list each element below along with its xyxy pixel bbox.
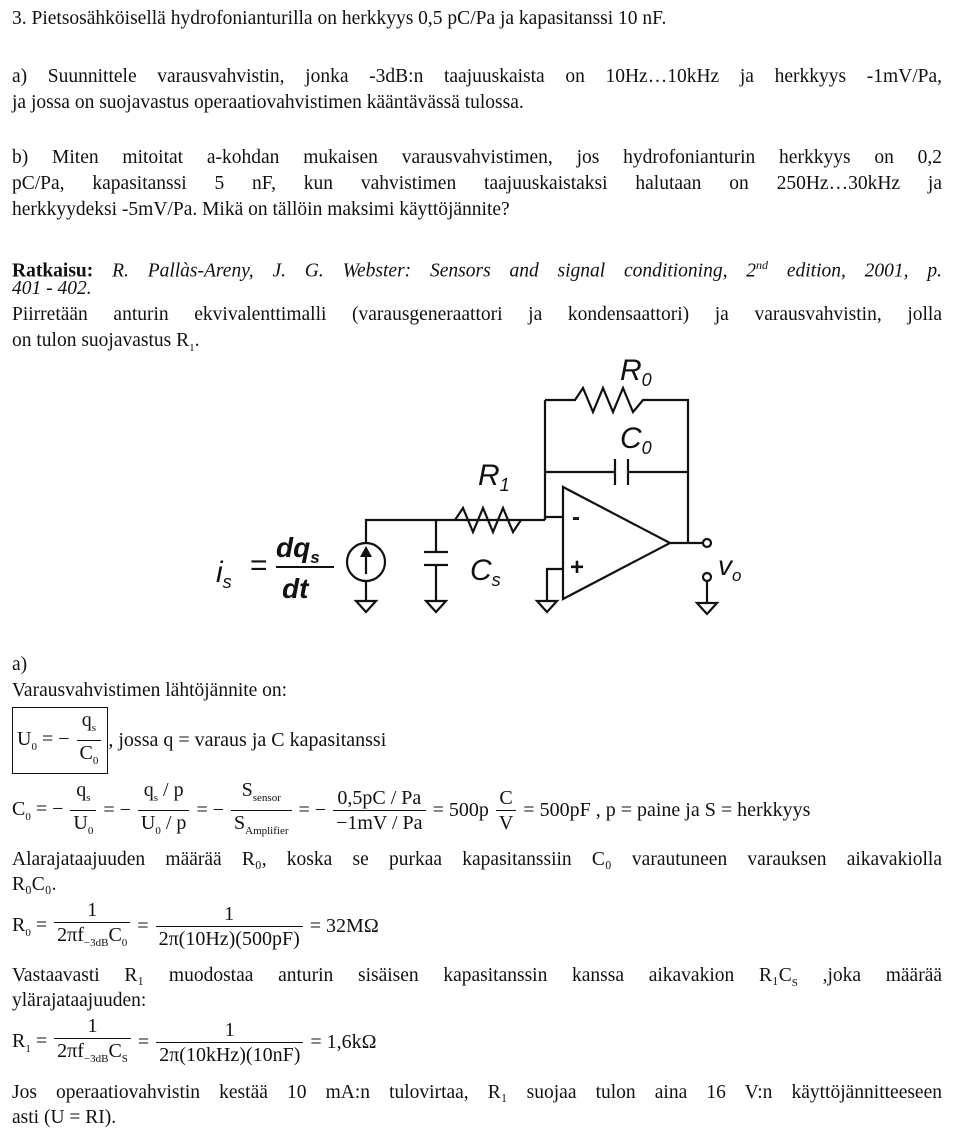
- r1-text-line2: ylärajataajuuden:: [12, 990, 147, 1011]
- charge-amplifier-circuit: [0, 355, 960, 625]
- u0-note: , jossa q = varaus ja C kapasitanssi: [108, 729, 387, 751]
- problem-b-line1: b) Miten mitoitat a-kohdan mukaisen varausvahvistimen, jos hydrofonianturin herkkyys on 0,2: [12, 147, 942, 168]
- part-a-label: a): [12, 654, 28, 675]
- cs-label: $C_s$: [470, 554, 501, 590]
- equals-sign: =: [250, 549, 268, 582]
- r1-text-line1: Vastaavasti R₁ muodostaa anturin sisäisen kapasitanssin kanssa aikavakion $R_1C_S$ ,joka määrää: [12, 965, 942, 989]
- dq-label: $dq_s$: [276, 532, 320, 567]
- problem-b-line2: pC/Pa, kapasitanssi 5 nF, kun vahvistimen taajuuskaistaksi halutaan on 250Hz…30kHz ja: [12, 173, 942, 194]
- reference-sup: nd: [756, 258, 769, 272]
- r0-text-line2: R₀C₀.: [12, 874, 57, 895]
- problem-a-line2: ja jossa on suojavastus operaatiovahvistimen kääntävässä tulossa.: [12, 92, 524, 113]
- problem-intro: 3. Pietsosähköisellä hydrofonianturilla on herkkyys 0,5 pC/Pa ja kapasitanssi 10 nF.: [12, 8, 667, 29]
- reference-line2: 401 - 402.: [12, 278, 92, 299]
- ground-terminal: [703, 573, 711, 581]
- dt-label: dt: [282, 573, 309, 604]
- solution-desc-line1: Piirretään anturin ekvivalenttimalli (varausgeneraattori ja kondensaattori) ja varausvahvistin, jolla: [12, 304, 942, 325]
- problem-a-line1: a) Suunnittele varausvahvistin, jonka -3dB:n taajuuskaista on 10Hz…10kHz ja herkkyys -1mV/Pa,: [12, 66, 942, 87]
- inverting-input-wire: [545, 517, 563, 520]
- output-voltage-text: Varausvahvistimen lähtöjännite on:: [12, 680, 288, 701]
- inverting-sign: -: [572, 504, 580, 531]
- r1-label: $R_1$: [478, 459, 510, 495]
- r0-feedback-wire: [545, 388, 688, 543]
- is-label: $i_s$: [216, 556, 232, 592]
- u0-equation: [12, 707, 386, 774]
- solution-label: Ratkaisu:: [12, 260, 94, 282]
- solution-desc-line2: on tulon suojavastus $R_1$.: [12, 330, 200, 354]
- reference-part1: R. Pallàs-Areny, J. G. Webster: Sensors and signal conditioning, 2: [112, 260, 757, 282]
- problem-b-line3: herkkyydeksi -5mV/Pa. Mikä on tällöin maksimi käyttöjännite?: [12, 199, 510, 220]
- c0-label: $C_0$: [620, 422, 652, 458]
- protect-line1: Jos operaatiovahvistin kestää 10 mA:n tulovirtaa, R₁ suojaa tulon aina 16 V:n käyttöjännitteeseen: [12, 1082, 942, 1103]
- c0-equation: $C_0$ = − $\frac{q_s}{U_0}$ = − $\frac{q_s / p}{U_0 / p}$ = − $\frac{S_{sensor}}{S_{Amplifier}}$ = − $\frac{0,5pC / Pa}{-1mV / Pa}$ = 500p $\frac{C}{V}$ = 500pF , p = paine ja S = herkkyys: [12, 779, 811, 837]
- non-inverting-input-wire: [547, 569, 563, 601]
- u0-box: $U_0$ = − $\frac{q_s}{C_0}$: [12, 707, 108, 774]
- output-terminal: [703, 539, 711, 547]
- r1-equation: $R_1$ = $\frac{1}{2\pi f_{-3dB}C_S}$ = $\frac{1}{\text{2π(10kHz)(10nF)}}$ = 1,6kΩ: [12, 1015, 377, 1066]
- r0-label: $R_0$: [620, 355, 652, 390]
- reference-part2: edition, 2001, p.: [786, 260, 942, 282]
- r0-equation: $R_0$ = $\frac{1}{2\pi f_{-3dB}C_0}$ = $\frac{1}{2\pi(10Hz)(500pF)}$ = 32MΩ: [12, 899, 379, 950]
- non-inverting-sign: +: [570, 554, 585, 581]
- protect-line2: asti (U = RI).: [12, 1107, 117, 1128]
- vo-label: $v_o$: [718, 550, 742, 585]
- r0-text-line1: Alarajataajuuden määrää R₀, koska se purkaa kapasitanssiin C₀ varautuneen varauksen aikavakiolla: [12, 849, 942, 870]
